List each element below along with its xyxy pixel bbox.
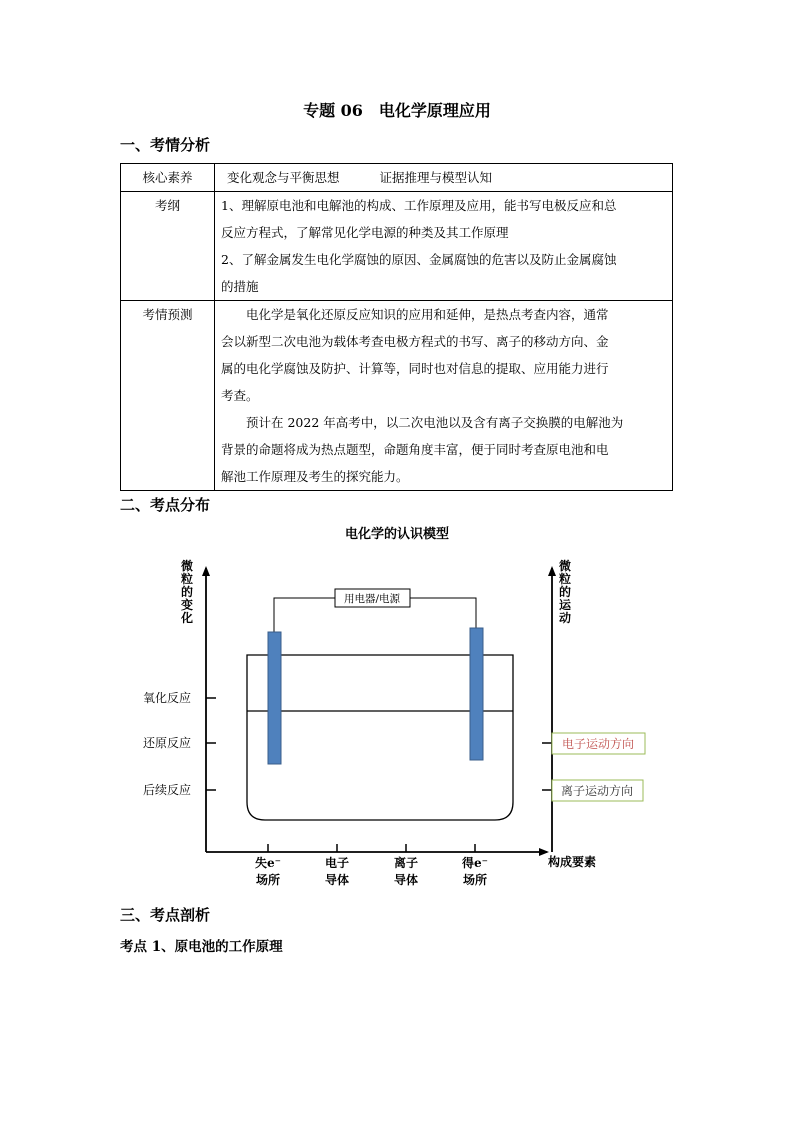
diagram-title: 电化学的认识模型 — [344, 527, 450, 542]
label-oxidation-reaction: 氧化反应 — [142, 691, 191, 705]
forecast-line: 会以新型二次电池为载体考查电极方程式的书写、离子的移动方向、金 — [221, 334, 609, 349]
section-heading-dissection: 三、考点剖析 — [120, 906, 211, 924]
syllabus-line: 的措施 — [221, 279, 259, 294]
section-heading-distribution: 二、考点分布 — [120, 496, 211, 514]
table-row — [121, 164, 673, 192]
page-title: 专题 06 电化学原理应用 — [303, 101, 491, 120]
forecast-line: 预计在 2022 年高考中，以二次电池以及含有离子交换膜的电解池为 — [246, 415, 624, 430]
left-electrode — [268, 632, 281, 764]
table-value — [215, 164, 673, 192]
table-value — [215, 192, 673, 301]
x-axis-title: 构成要素 — [547, 855, 597, 869]
label-subsequent-reaction: 后续反应 — [142, 783, 191, 797]
subsection-heading: 考点 1、原电池的工作原理 — [120, 939, 283, 955]
electron-direction-label: 电子运动方向 — [561, 737, 635, 751]
x-label-ion-line2: 导体 — [393, 873, 419, 887]
x-label-anode-line1: 失e⁻ — [255, 856, 281, 870]
ion-direction-label: 离子运动方向 — [560, 784, 634, 798]
forecast-line: 属的电化学腐蚀及防护、计算等，同时也对信息的提取、应用能力进行 — [221, 361, 609, 376]
syllabus-line: 反应方程式，了解常见化学电源的种类及其工作原理 — [221, 225, 509, 240]
right-electrode — [470, 628, 483, 760]
right-axis-char: 微 — [558, 559, 572, 573]
right-axis-char: 粒 — [558, 572, 572, 586]
analysis-table — [120, 163, 673, 491]
right-axis-char: 运 — [558, 598, 572, 612]
left-axis-char: 粒 — [180, 572, 194, 586]
forecast-line: 考查。 — [221, 388, 259, 403]
left-axis-char: 微 — [180, 559, 194, 573]
core-literacy-2: 证据推理与模型认知 — [379, 170, 493, 185]
table-value — [215, 301, 673, 491]
x-label-electron-line2: 导体 — [324, 873, 350, 887]
syllabus-line: 1、理解原电池和电解池的构成、工作原理及应用，能书写电极反应和总 — [221, 198, 617, 213]
device-label: 用电器/电源 — [343, 593, 401, 605]
x-label-cathode-line1: 得e⁻ — [462, 856, 488, 870]
right-axis-char: 的 — [558, 585, 572, 599]
forecast-line: 解池工作原理及考生的探究能力。 — [221, 469, 409, 484]
table-row — [121, 192, 673, 301]
label-reduction-reaction: 还原反应 — [142, 736, 191, 750]
table-key: 考情预测 — [121, 301, 215, 491]
section-heading-analysis: 一、考情分析 — [120, 136, 211, 154]
x-label-anode-line2: 场所 — [255, 873, 281, 887]
x-label-cathode-line2: 场所 — [462, 873, 488, 887]
left-axis-char: 的 — [180, 585, 194, 599]
table-key: 考纲 — [121, 192, 215, 301]
left-axis-char: 变 — [180, 598, 194, 612]
right-axis-char: 动 — [558, 611, 572, 625]
table-row — [121, 301, 673, 491]
x-label-ion-line1: 离子 — [393, 856, 419, 870]
forecast-line: 背景的命题将成为热点题型，命题角度丰富，便于同时考查原电池和电 — [221, 442, 609, 457]
left-axis-char: 化 — [180, 611, 194, 625]
electrochemistry-model-diagram — [0, 515, 794, 895]
table-key: 核心素养 — [121, 164, 215, 192]
x-label-electron-line1: 电子 — [324, 856, 350, 870]
syllabus-line: 2、了解金属发生电化学腐蚀的原因、金属腐蚀的危害以及防止金属腐蚀 — [221, 252, 617, 267]
forecast-line: 电化学是氧化还原反应知识的应用和延伸，是热点考查内容，通常 — [246, 307, 609, 322]
core-literacy-1: 变化观念与平衡思想 — [227, 170, 340, 185]
